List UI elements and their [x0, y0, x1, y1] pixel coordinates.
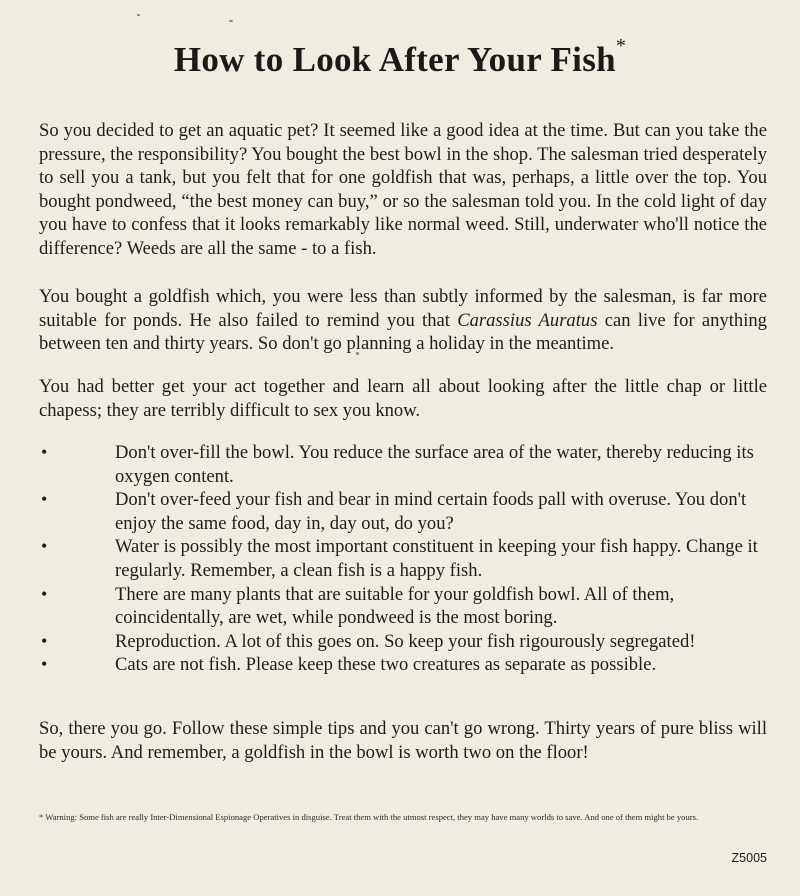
closing-paragraph: So, there you go. Follow these simple tips and you can't go wrong. Thirty years of pure bliss will be yours. And remember, a goldfish in the bowl is worth two on the floor! — [39, 718, 767, 763]
tip-text: Don't over-feed your fish and bear in mind certain foods pall with overuse. You don't enjoy the same food, day in, day out, do you? — [115, 489, 747, 534]
bullet-point: • — [41, 583, 48, 604]
tip-text: Water is possibly the most important constituent in keeping your fish happy. Change it regularly. Remember, a clean fish is a happy fish. — [115, 536, 758, 581]
tips-list — [39, 441, 769, 677]
tip-text: There are many plants that are suitable for your goldfish bowl. All of them, coincidentally, are wet, while pondweed is the most boring. — [115, 583, 675, 629]
act-together-paragraph: You had better get your act together and learn all about looking after the little chap or little chapess; they are terribly difficult to sex you know. — [39, 376, 767, 421]
list-item — [39, 583, 769, 630]
list-item — [39, 488, 769, 535]
bullet-point: • — [41, 442, 48, 462]
list-item — [39, 630, 769, 654]
bullet-point: • — [41, 654, 48, 675]
warning-footnote: * Warning: Some fish are really Inter-Dimensional Espionage Operatives in disguise. Treat them with the utmost respect, they may have many worlds to save. And one of them might be yours. — [39, 812, 699, 822]
paper-speck — [229, 20, 233, 22]
tip-text: Don't over-fill the bowl. You reduce the surface area of the water, thereby reducing its oxygen content. — [115, 442, 754, 487]
list-item — [39, 653, 769, 677]
list-item — [39, 441, 769, 488]
bullet-point: • — [41, 536, 48, 557]
goldfish-text-end: can live for anything between ten and thirty years. So don't go planning a holiday in the meantime. — [39, 309, 767, 355]
intro-paragraph: So you decided to get an aquatic pet? It seemed like a good idea at the time. But can you take the pressure, the responsibility? You bought the best bowl in the shop. The salesman tried desperately to sell you a tank, but you felt that for one goldfish that was, perhaps, a little over the top. You bought pondweed, “the best money can buy,” or so the salesman told you. In the cold light of day you have to confess that it looks remarkably like normal weed. Still, underwater who'll notice the difference? Weeds are all the same - to a fish. — [39, 120, 767, 259]
list-item — [39, 535, 769, 582]
species-name: Carassius Auratus — [457, 309, 598, 331]
page-title — [0, 35, 800, 80]
tip-text: Cats are not fish. Please keep these two creatures as separate as possible. — [115, 654, 657, 676]
title-text: How to Look After Your Fish — [173, 40, 616, 79]
goldfish-paragraph — [39, 285, 767, 356]
goldfish-text-start: You bought a goldfish which, you were less than subtly informed by the salesman, is far more suitable for ponds. He also failed to remind you that — [39, 286, 767, 331]
product-code: Z5005 — [731, 851, 767, 865]
bullet-point: • — [41, 630, 48, 651]
title-footnote-marker: * — [615, 35, 627, 58]
bullet-point: • — [41, 489, 48, 510]
tip-text: Reproduction. A lot of this goes on. So keep your fish rigourously segregated! — [115, 630, 696, 652]
paper-speck — [137, 14, 140, 16]
